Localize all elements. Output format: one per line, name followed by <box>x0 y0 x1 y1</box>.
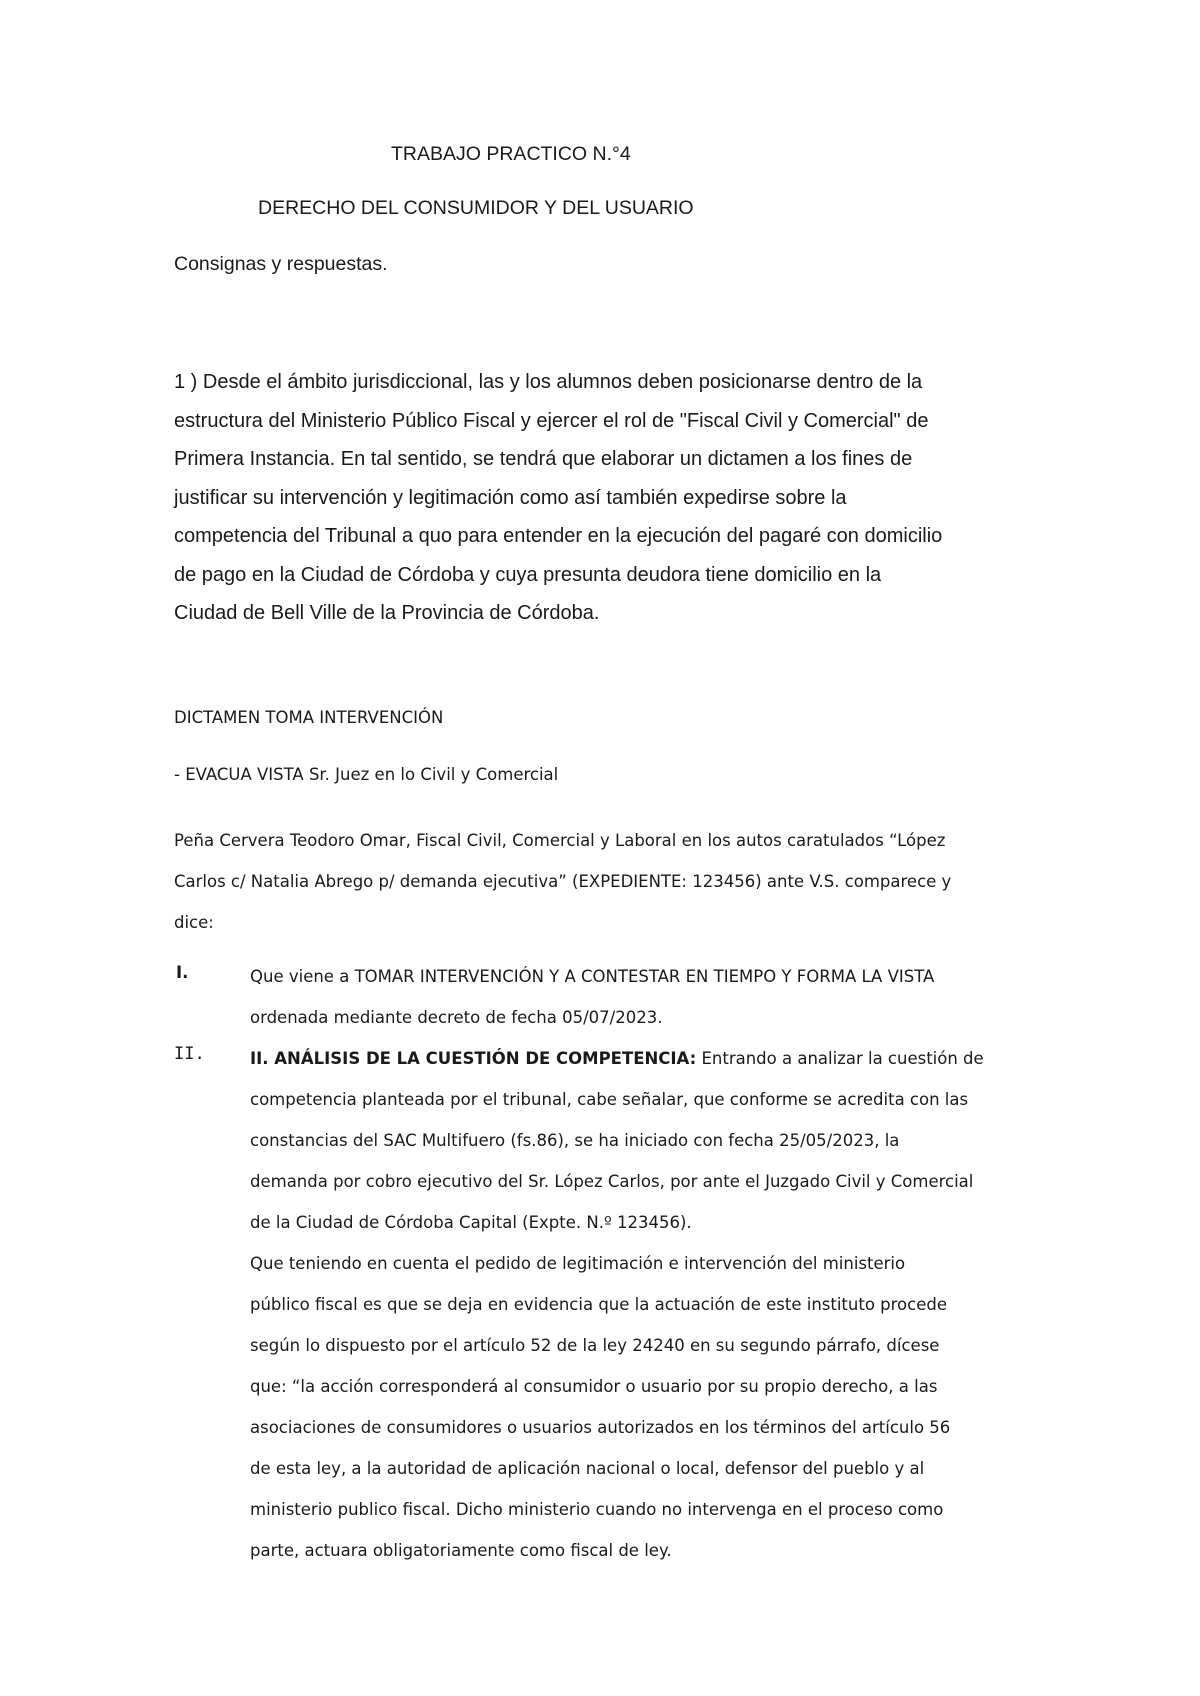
list-item-2-line: de esta ley, a la autoridad de aplicación nacional o local, defensor del pueblo y al <box>250 1459 925 1478</box>
question-1-line: de pago en la Ciudad de Córdoba y cuya presunta deudora tiene domicilio en la <box>174 563 882 586</box>
consignas-label: Consignas y respuestas. <box>174 253 388 275</box>
list-item-2-rest: Entrando a analizar la cuestión de <box>696 1049 984 1068</box>
list-item-2-line: público fiscal es que se deja en evidencia que la actuación de este instituto procede <box>250 1295 948 1314</box>
intro-line: dice: <box>174 913 214 932</box>
list-item-1-prefix: Que viene a <box>250 967 355 986</box>
list-item-2-line: demanda por cobro ejecutivo del Sr. López Carlos, por ante el Juzgado Civil y Comercial <box>250 1172 974 1191</box>
question-1-line: Ciudad de Bell Ville de la Provincia de Córdoba. <box>174 602 600 624</box>
list-item-2-line: que: “la acción corresponderá al consumidor o usuario por su propio derecho, a las <box>250 1377 938 1396</box>
question-1-line: competencia del Tribunal a quo para entender en la ejecución del pagaré con domicilio <box>174 525 943 547</box>
list-item-2-line <box>250 1038 1070 1079</box>
dictamen-heading: DICTAMEN TOMA INTERVENCIÓN <box>174 708 444 727</box>
list-item-1-rest: TOMAR INTERVENCIÓN Y A CONTESTAR EN TIEMPO Y FORMA LA VISTA <box>354 967 935 986</box>
list-item-1 <box>250 956 1070 1038</box>
list-item-1-line <box>250 956 1070 997</box>
list-item-1-line: ordenada mediante decreto de fecha 05/07/2023. <box>250 1008 663 1027</box>
document-subtitle: DERECHO DEL CONSUMIDOR Y DEL USUARIO <box>258 197 694 219</box>
question-1-line: justificar su intervención y legitimación como así también expedirse sobre la <box>174 486 847 509</box>
list-item-2-line: Que teniendo en cuenta el pedido de legitimación e intervención del ministerio <box>250 1254 906 1273</box>
list-item-2-line: competencia planteada por el tribunal, cabe señalar, que conforme se acredita con las <box>250 1090 969 1109</box>
question-1-line: Primera Instancia. En tal sentido, se tendrá que elaborar un dictamen a los fines de <box>174 448 913 470</box>
list-marker-2: II. <box>174 1044 205 1064</box>
intro-line: Carlos c/ Natalia Abrego p/ demanda ejecutiva” (EXPEDIENTE: 123456) ante V.S. comparece y <box>174 872 952 891</box>
list-item-2-line: asociaciones de consumidores o usuarios autorizados en los términos del artículo 56 <box>250 1418 951 1437</box>
list-item-2-line: ministerio publico fiscal. Dicho ministerio cuando no intervenga en el proceso como <box>250 1500 944 1519</box>
list-item-2 <box>250 1038 1070 1571</box>
question-1-line: 1 ) Desde el ámbito jurisdiccional, las y los alumnos deben posicionarse dentro de la <box>174 371 923 393</box>
list-item-2-bold-lead: II. ANÁLISIS DE LA CUESTIÓN DE COMPETENCIA: <box>250 1049 697 1068</box>
question-1 <box>174 363 1054 633</box>
list-item-2-line: según lo dispuesto por el artículo 52 de la ley 24240 en su segundo párrafo, dícese <box>250 1336 940 1355</box>
question-1-line: estructura del Ministerio Público Fiscal y ejercer el rol de "Fiscal Civil y Comercial" de <box>174 409 929 432</box>
list-item-2-line: constancias del SAC Multifuero (fs.86), se ha iniciado con fecha 25/05/2023, la <box>250 1131 900 1150</box>
evacua-vista-line: - EVACUA VISTA Sr. Juez en lo Civil y Comercial <box>174 765 559 784</box>
document-title: TRABAJO PRACTICO N.°4 <box>391 143 631 165</box>
list-item-2-line: parte, actuara obligatoriamente como fiscal de ley. <box>250 1541 672 1560</box>
list-marker-1: I. <box>176 963 189 982</box>
intro-line: Peña Cervera Teodoro Omar, Fiscal Civil, Comercial y Laboral en los autos caratulados “López <box>174 831 946 850</box>
list-item-2-line: de la Ciudad de Córdoba Capital (Expte. N.º 123456). <box>250 1213 692 1232</box>
intro-paragraph <box>174 820 1054 943</box>
